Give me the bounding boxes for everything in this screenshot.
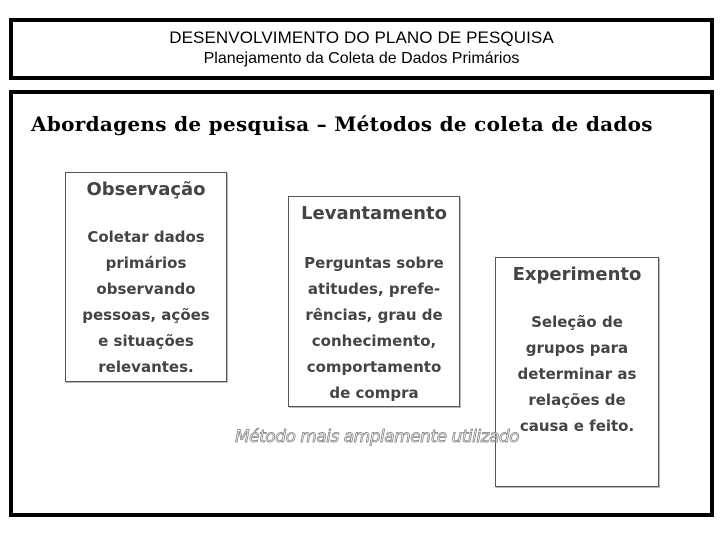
method-title: Experimento [512,264,642,285]
content-panel [9,90,714,517]
description-line: determinar as [517,365,637,383]
page-title: DESENVOLVIMENTO DO PLANO DE PESQUISA [169,28,554,47]
description-line: comportamento [306,358,442,376]
description-line: relações de [528,391,626,409]
most-used-method-note: Método mais amplamente utilizado [235,427,520,447]
description-line: relevantes. [98,358,194,376]
method-card-observacao [65,172,227,382]
description-line: grupos para [525,339,629,357]
method-description [291,250,457,406]
description-line: observando [96,280,196,298]
description-line: rências, grau de [305,306,443,324]
method-card-levantamento [288,196,460,407]
page-subtitle: Planejamento da Coleta de Dados Primários [203,50,520,67]
description-line: de compra [329,384,419,402]
header-box [9,18,714,80]
description-line: causa e feito. [519,417,635,435]
description-line: e situações [98,332,194,350]
method-description [498,309,656,439]
description-line: Coletar dados [87,228,205,246]
description-line: pessoas, ações [82,306,210,324]
description-line: primários [105,254,187,272]
method-title: Observação [86,179,206,200]
description-line: Perguntas sobre [304,254,444,272]
description-line: Seleção de [531,313,623,331]
method-description [68,224,224,380]
method-card-experimento [495,257,659,487]
method-title: Levantamento [301,203,447,224]
description-line: conhecimento, [311,332,437,350]
section-heading: Abordagens de pesquisa – Métodos de coleta de dados [31,112,653,136]
description-line: atitudes, prefe- [307,280,441,298]
